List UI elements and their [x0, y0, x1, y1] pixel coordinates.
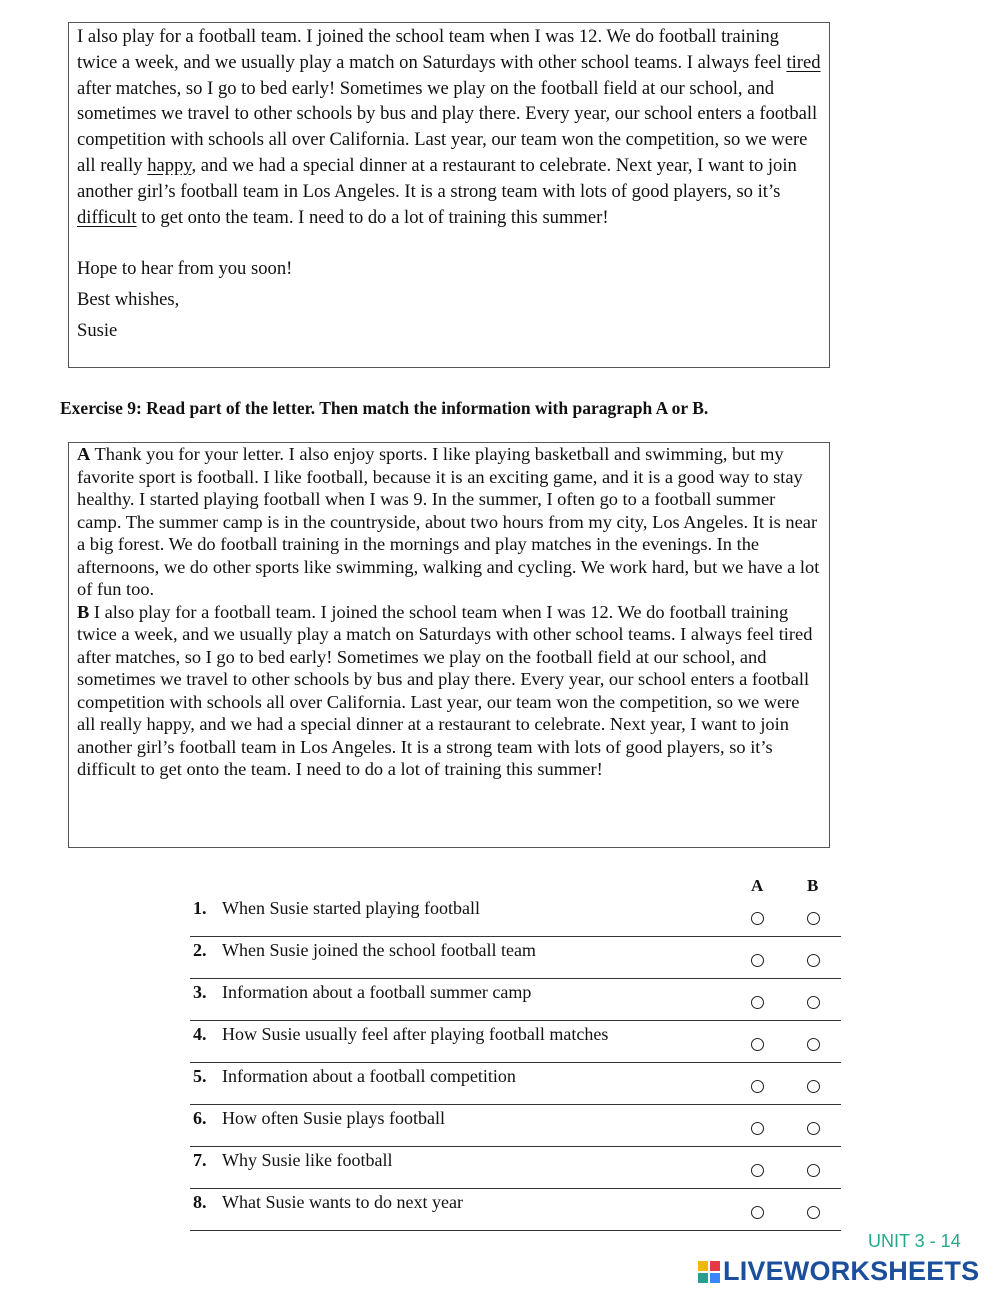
radio-a[interactable] — [751, 1038, 764, 1051]
question-text: How often Susie plays football — [222, 1108, 445, 1128]
letter-text: , and we had a special dinner at a restaurant to celebrate. Next year, I want to join another girl’s football team in Los Angeles. It is a strong team with lots of good players, so it’s — [77, 154, 797, 202]
paragraph-a-text: Thank you for your letter. I also enjoy sports. I like playing basketball and swimming, but my favorite sport is football. I like football, because it is an exciting game, and it is a good way to stay healthy. I started playing football when I was 9. In the summer, I often go to a football summer camp. The summer camp is in the countryside, about two hours from my city, Los Angeles. It is near a big forest. We do football training in the mornings and play matches in the evenings. In the afternoons, we do other sports like swimming, walking and cycling. We work hard, but we have a lot of fun too. — [77, 444, 820, 599]
liveworksheets-brand — [698, 1256, 979, 1287]
question-text: When Susie joined the school football team — [222, 940, 536, 960]
question-row — [190, 1105, 841, 1147]
logo-square — [698, 1261, 708, 1271]
radio-b[interactable] — [807, 1080, 820, 1093]
underlined-word-happy: happy — [147, 154, 192, 176]
question-text: Information about a football summer camp — [222, 982, 532, 1002]
unit-label: UNIT 3 - 14 — [868, 1231, 961, 1251]
question-row — [190, 1021, 841, 1063]
paragraph-b — [77, 601, 821, 781]
question-text: Why Susie like football — [222, 1150, 393, 1170]
radio-a[interactable] — [751, 1080, 764, 1093]
question-number: 4. — [193, 1024, 207, 1044]
radio-b[interactable] — [807, 996, 820, 1009]
logo-square — [710, 1273, 720, 1283]
exercise-title: Exercise 9: Read part of the letter. Then match the information with paragraph A or B. — [60, 398, 709, 418]
question-row — [190, 1147, 841, 1189]
radio-a[interactable] — [751, 1164, 764, 1177]
radio-a[interactable] — [751, 912, 764, 925]
radio-b[interactable] — [807, 1122, 820, 1135]
paragraph-b-label: B — [77, 601, 90, 622]
question-number: 5. — [193, 1066, 207, 1086]
logo-square — [698, 1273, 708, 1283]
question-list — [190, 895, 841, 1231]
letter-text: I also play for a football team. I joined the school team when I was 12. We do football training twice a week, and we usually play a match on Saturdays with other school teams. I always feel — [77, 26, 787, 73]
question-number: 7. — [193, 1150, 207, 1170]
radio-a[interactable] — [751, 954, 764, 967]
column-header-a: A — [751, 876, 764, 895]
letter-signoff: Best whishes, — [77, 289, 180, 311]
paragraph-a-label: A — [77, 444, 91, 464]
radio-b[interactable] — [807, 912, 820, 925]
radio-a[interactable] — [751, 1206, 764, 1219]
underlined-word-tired: tired — [786, 51, 821, 73]
question-text: When Susie started playing football — [222, 898, 480, 918]
paragraph-b-text: I also play for a football team. I joined the school team when I was 12. We do football training twice a week, and we usually play a match on Saturdays with other school teams. I always feel tired after matches, so I go to bed early! Sometimes we play on the football field at our school, and sometimes we travel to other schools by bus and play there. Every year, our school enters a football competition with schools all over California. Last year, our team won the competition, so we were all really happy, and we had a special dinner at a restaurant to celebrate. Next year, I want to join another girl’s football team in Los Angeles. It is a strong team with lots of good players, so it’s difficult to get onto the team. I need to do a lot of training this summer! — [77, 601, 813, 779]
brand-name: LIVEWORKSHEETS — [723, 1256, 980, 1286]
question-number: 3. — [193, 982, 207, 1002]
radio-b[interactable] — [807, 1206, 820, 1219]
question-text: Information about a football competition — [222, 1066, 516, 1086]
question-row — [190, 937, 841, 979]
radio-a[interactable] — [751, 996, 764, 1009]
question-text: What Susie wants to do next year — [222, 1192, 463, 1212]
radio-b[interactable] — [807, 1038, 820, 1051]
liveworksheets-logo-icon — [698, 1261, 720, 1283]
question-number: 8. — [193, 1192, 207, 1212]
question-row — [190, 895, 841, 937]
radio-b[interactable] — [807, 1164, 820, 1177]
logo-square — [710, 1261, 720, 1271]
paragraph-a — [77, 443, 821, 601]
letter-text: to get onto the team. I need to do a lot of training this summer! — [136, 206, 609, 228]
question-row — [190, 1063, 841, 1105]
question-number: 1. — [193, 898, 207, 918]
letter-box — [68, 22, 830, 368]
letter-closing: Hope to hear from you soon! — [77, 258, 293, 280]
letter-signature: Susie — [77, 319, 118, 341]
underlined-word-difficult: difficult — [77, 206, 137, 228]
radio-a[interactable] — [751, 1122, 764, 1135]
question-row — [190, 979, 841, 1021]
letter-paragraph — [77, 24, 821, 230]
radio-b[interactable] — [807, 954, 820, 967]
column-header-b: B — [807, 876, 819, 895]
question-row — [190, 1189, 841, 1231]
paragraphs-box — [68, 442, 830, 848]
question-number: 6. — [193, 1108, 207, 1128]
letter-text: after matches, so I go to bed early! Sometimes we play on the football field at our school, and sometimes we travel to other schools by bus and play there. Every year, our school enters a football competition with schools all over California. Last year, our team won the competition, so we were all really — [77, 77, 818, 176]
question-text: How Susie usually feel after playing football matches — [222, 1024, 609, 1044]
question-number: 2. — [193, 940, 207, 960]
